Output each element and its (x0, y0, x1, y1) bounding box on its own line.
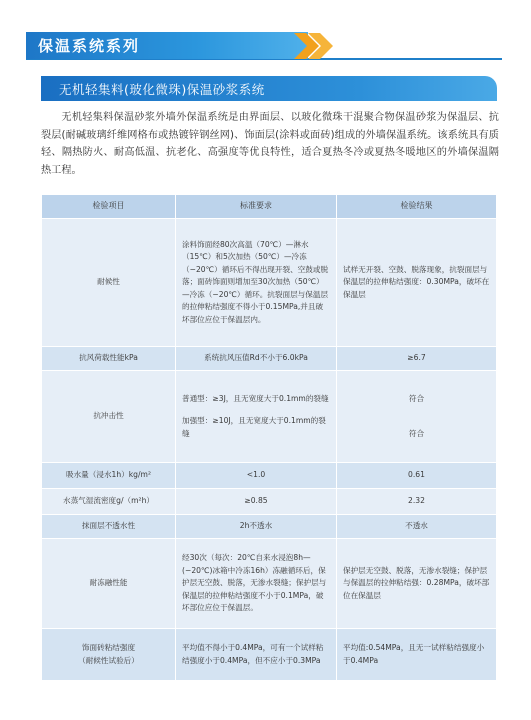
result-reinforced: 符合 (408, 428, 425, 438)
row-item: 抗冲击性 (42, 371, 176, 463)
row-requirement: 经30次（每次：20℃自来水浸泡8h—(−20℃)冰箱中冷冻16h）冻融循环后，保护层无空鼓、脱落，无渗水裂缝；保护层与保温层的拉伸粘结强度不小于0.1MPa，破坏部位应位于保温层。 (176, 539, 337, 629)
row-item: 耐候性 (42, 219, 176, 347)
row-requirement: ≥0.85 (176, 489, 337, 515)
table-row (42, 219, 497, 347)
spec-table (41, 194, 497, 681)
row-requirement: <1.0 (176, 463, 337, 489)
row-result: 不透水 (337, 515, 497, 539)
cell-gap (343, 406, 490, 428)
row-result-group (337, 371, 497, 463)
table-row (42, 463, 497, 489)
section-title-band (41, 76, 497, 101)
row-requirement: 涂料饰面经80次高温（70℃）—淋水（15℃）和5次加热（50℃）—冷冻（−20℃）循环后不得出现开裂、空鼓或脱落；面砖饰面则增加至30次加热（50℃）—冷冻（−20℃）循环。抗裂面层与保温层的拉伸粘结强度不得小于0.15MPa,并且破坏部位应位于保温层内。 (176, 219, 337, 347)
row-item: 抹面层不透水性 (42, 515, 176, 539)
row-item: 抗风荷载性能kPa (42, 347, 176, 371)
header-result: 检验结果 (337, 195, 497, 219)
row-requirement: 平均值不得小于0.4MPa，可有一个试样粘结强度小于0.4MPa，但不应小于0.3MPa (176, 629, 337, 681)
series-title-band (26, 32, 308, 59)
row-result: 0.61 (337, 463, 497, 489)
row-item: 耐冻融性能 (42, 539, 176, 629)
table-row (42, 539, 497, 629)
row-result: ≥6.7 (337, 347, 497, 371)
row-result: 平均值:0.54MPa，且无一试样粘结强度小于0.4MPa (337, 629, 497, 681)
table-row (42, 347, 497, 371)
row-requirement: 2h不透水 (176, 515, 337, 539)
table-row (42, 629, 497, 681)
table-row (42, 489, 497, 515)
table-header-row (42, 195, 497, 219)
intro-paragraph: 无机轻集料保温砂浆外墙外保温系统是由界面层、以玻化微珠干混聚合物保温砂浆为保温层、抗裂层(耐碱玻璃纤维网格布或热镀锌钢丝网)、饰面层(涂料或面砖)组成的外墙保温系统。该系统具有质轻、隔热防火、耐高低温、抗老化、高强度等优良特性，适合夏热冬冷或夏热冬暖地区的外墙保温隔热工程。 (41, 112, 499, 176)
table-row (42, 515, 497, 539)
double-chevron-icon (292, 31, 334, 61)
row-result: 保护层无空鼓、脱落，无渗水裂缝；保护层与保温层的拉伸粘结强：0.28MPa，破坏部位在保温层 (337, 539, 497, 629)
row-item: 吸水量（浸水1h）kg/m² (42, 463, 176, 489)
table-row (42, 371, 497, 463)
row-requirement-group (176, 371, 337, 463)
row-result: 2.32 (337, 489, 497, 515)
header-requirement: 标准要求 (176, 195, 337, 219)
requirement-normal: 普通型：≥3J，且无宽度大于0.1mm的裂缝 (182, 393, 329, 403)
row-item: 水蒸气湿流密度g/（m²h） (42, 489, 176, 515)
row-requirement: 系统抗风压值Rd不小于6.0kPa (176, 347, 337, 371)
row-result: 试样无开裂、空鼓、脱落现象，抗裂面层与保温层的拉伸粘结强度：0.30MPa，破坏在保温层 (337, 219, 497, 347)
row-item: 饰面砖粘结强度 （耐候性试验后） (42, 629, 176, 681)
section-title: 无机轻集料(玻化微珠)保温砂浆系统 (59, 82, 265, 97)
cell-gap (182, 405, 330, 415)
requirement-reinforced: 加强型：≥10J，且无宽度大于0.1mm的裂缝 (182, 416, 326, 438)
header-item: 检验项目 (42, 195, 176, 219)
series-title: 保温系统系列 (38, 37, 141, 55)
result-normal: 符合 (408, 394, 425, 404)
